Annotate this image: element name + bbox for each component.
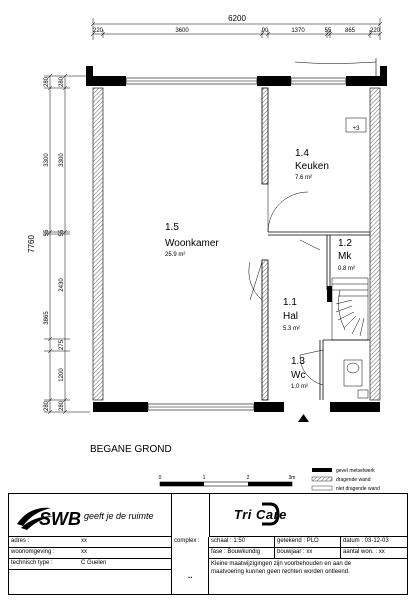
room-name: Mk (338, 251, 352, 262)
room-area: 25.9 m² (165, 252, 186, 258)
schaal-cell (209, 537, 275, 548)
tricare-mark-icon (256, 502, 280, 526)
dim-label: 1370 (291, 28, 305, 34)
room-area: 1.0 m² (291, 384, 309, 390)
fase-cell (209, 548, 275, 559)
field-value: xx (81, 549, 87, 555)
interior-walls (262, 88, 370, 400)
field-label: technisch type : (11, 560, 53, 566)
doors (249, 184, 323, 385)
getekend-cell (275, 537, 341, 548)
bouwjaar-cell (275, 548, 341, 559)
dim-label: 90 (261, 28, 269, 34)
room-label-keuken (295, 148, 329, 181)
swb-logo-cell (9, 494, 172, 537)
room-area: 0.8 m² (338, 266, 356, 272)
scale-tick: 1 (202, 475, 206, 481)
room-label-hal (283, 297, 300, 332)
dim-label: 280 (59, 76, 65, 88)
dim-label: 1200 (59, 368, 65, 382)
field-label: woonomgeving : (11, 549, 55, 555)
field-label: adres : (11, 538, 30, 544)
dim-overall-height: 7760 (27, 235, 36, 253)
field-value: xx (81, 538, 87, 544)
dim-label: 3300 (44, 153, 50, 167)
scale-tick: 3m (288, 475, 296, 481)
left-dimensions (44, 74, 90, 414)
left-outer-labels (44, 76, 65, 411)
dim-overall-width: 6200 (228, 14, 246, 23)
room-name: Woonkamer (165, 238, 219, 249)
dim-label: 865 (344, 28, 356, 34)
room-number: 1.2 (338, 238, 352, 249)
dim-label: 3300 (59, 153, 65, 167)
left-empty-row (9, 570, 172, 594)
field-label: complex : (174, 538, 200, 544)
room-number: 1.4 (295, 148, 309, 159)
dim-label: 220 (92, 28, 104, 34)
room-name: Wc (291, 370, 306, 381)
disclaimer-line: Kleine maatwijzigingen zijn voorbehouden en aan de (211, 561, 352, 567)
room-area: 7.6 m² (295, 175, 313, 181)
dim-label: 220 (369, 28, 381, 34)
top-segment-labels (93, 28, 381, 34)
legend-item: niet dragende wand (336, 486, 380, 492)
dim-label: 2430 (59, 278, 65, 292)
field-text: bouwjaar : xx (277, 549, 313, 555)
staircase (327, 278, 368, 340)
room-number: 1.1 (283, 297, 297, 308)
dim-label: 275 (59, 339, 65, 351)
dim-label: 3865 (44, 311, 50, 325)
woonomgeving-row (9, 548, 172, 559)
dim-label: 3600 (175, 28, 189, 34)
entrance-arrow-icon (298, 414, 309, 422)
field-text: aantal won. : xx (343, 549, 385, 555)
field-text: fase : Bouwkundig (211, 549, 261, 555)
room-name: Keuken (295, 161, 329, 172)
complex-cell (172, 537, 209, 594)
field-text: datum : 03-12-03 (343, 538, 389, 544)
scale-tick: 2 (246, 475, 250, 481)
adres-row (9, 537, 172, 548)
dim-label: 55 (44, 229, 50, 237)
dim-label: 55 (324, 28, 332, 34)
dim-label: 280 (59, 400, 65, 412)
title-block (8, 493, 408, 595)
complex-value: .. (188, 571, 193, 580)
room-label-mk (338, 238, 355, 272)
disclaimer-line: maatvoering kunnen geen rechten worden ontleend. (211, 569, 350, 576)
dim-label: 280 (44, 400, 50, 412)
legend-item: gevel metselwerk (336, 468, 375, 474)
legend (312, 468, 380, 492)
tricare-logo: Tri Care (234, 507, 287, 522)
room-number: 1.5 (165, 222, 179, 233)
floor-title: BEGANE GROND (90, 444, 172, 455)
legend-item: dragende wand (336, 477, 371, 483)
svg-text:+3: +3 (352, 126, 360, 132)
disclaimer-cell (209, 559, 407, 581)
room-name: Hal (283, 311, 299, 322)
swb-logo-text: SWB (39, 509, 81, 529)
scale-tick: 0 (158, 475, 162, 481)
aantal-cell (341, 548, 407, 559)
room-label-woonkamer (165, 222, 219, 258)
dim-label: 55 (59, 229, 65, 237)
scale-bar (159, 475, 296, 486)
swb-slogan: geeft je de ruimte (84, 511, 154, 521)
dim-label: 280 (44, 76, 50, 88)
field-text: schaal : 1:50 (211, 538, 246, 544)
room-area: 5.3 m² (283, 326, 301, 332)
datum-cell (341, 537, 407, 548)
room-number: 1.3 (291, 356, 305, 367)
field-value: C Guelen (81, 560, 107, 566)
tricare-logo-cell (209, 494, 407, 537)
windows (126, 58, 376, 410)
field-text: getekend : PLO (277, 538, 319, 544)
technisch-type-row (9, 559, 172, 570)
